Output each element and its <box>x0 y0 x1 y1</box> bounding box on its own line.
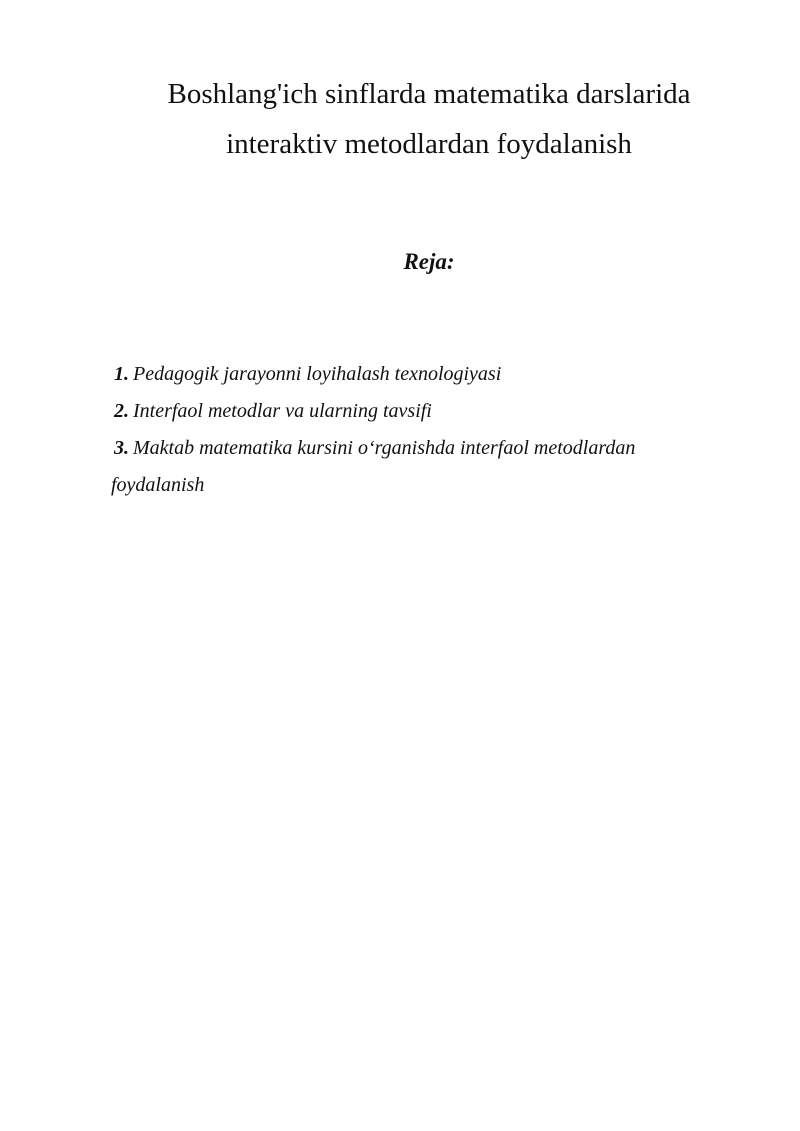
plan-item-text-continuation: foydalanish <box>111 474 205 496</box>
plan-heading: Reja: <box>403 249 455 274</box>
plan-item-text: Pedagogik jarayonni loyihalash texnologiyasi <box>133 363 502 385</box>
plan-item-text: Maktab matematika kursini o‘rganishda interfaol metodlardan <box>133 437 636 459</box>
plan-item-number: 3. <box>114 437 129 459</box>
plan-item-number: 2. <box>114 400 129 422</box>
document-title-line-1: Boshlang'ich sinflarda matematika darslarida <box>167 78 691 110</box>
document-title-line-2: interaktiv metodlardan foydalanish <box>226 128 632 160</box>
plan-item-number: 1. <box>114 363 129 385</box>
plan-item <box>114 356 714 393</box>
plan-item-text: Interfaol metodlar va ularning tavsifi <box>133 400 432 422</box>
plan-item <box>114 393 714 430</box>
plan-item <box>111 430 714 504</box>
plan-list <box>111 356 714 504</box>
